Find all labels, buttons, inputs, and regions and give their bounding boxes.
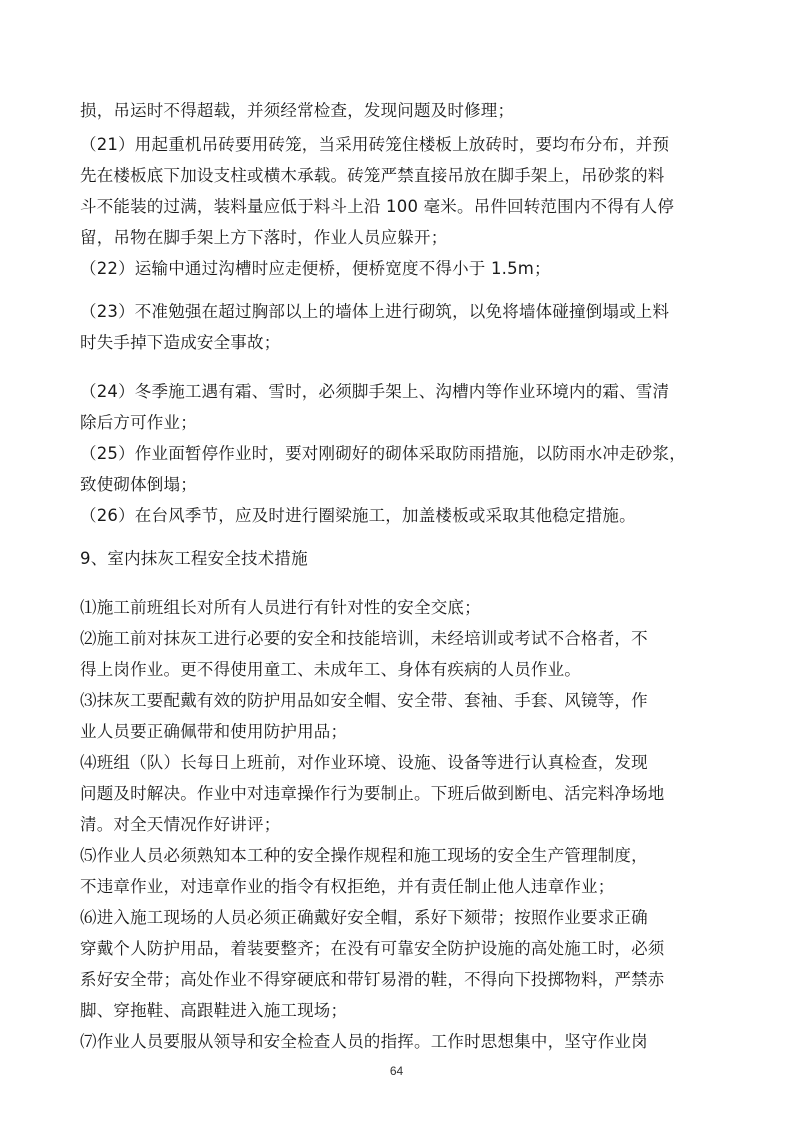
text-line: 除后方可作业； xyxy=(80,413,197,432)
text-line: （22）运输中通过沟槽时应走便桥，便桥宽度不得小于 1.5m； xyxy=(80,259,551,278)
text-line: ⑹进入施工现场的人员必须正确戴好安全帽，系好下颏带；按照作业要求正确 xyxy=(80,908,648,927)
text-line: 清。对全天情况作好讲评； xyxy=(80,815,281,834)
text-line: 致使砌体倒塌； xyxy=(80,475,197,494)
text-line: 脚、穿拖鞋、高跟鞋进入施工现场； xyxy=(80,1001,348,1020)
text-line: ⑺作业人员要服从领导和安全检查人员的指挥。工作时思想集中，坚守作业岗 xyxy=(80,1032,648,1051)
text-line: ⑶抹灰工要配戴有效的防护用品如安全帽、安全带、套袖、手套、风镜等，作 xyxy=(80,691,648,710)
text-line: 斗不能装的过满，装料量应低于料斗上沿 100 毫米。吊件回转范围内不得有人停 xyxy=(80,197,675,216)
text-line: ⑴施工前班组长对所有人员进行有针对性的安全交底； xyxy=(80,598,481,617)
text-line: 系好安全带；高处作业不得穿硬底和带钉易滑的鞋，不得向下投掷物料，严禁赤 xyxy=(80,970,665,989)
text-line: （23）不准勉强在超过胸部以上的墙体上进行砌筑，以免将墙体碰撞倒塌或上料 xyxy=(80,302,670,321)
text-line: 留，吊物在脚手架上方下落时，作业人员应躲开； xyxy=(80,228,448,247)
text-line: ⑷班组（队）长每日上班前，对作业环境、设施、设备等进行认真检查，发现 xyxy=(80,753,648,772)
text-line: （26）在台风季节，应及时进行圈梁施工，加盖楼板或采取其他稳定措施。 xyxy=(80,506,636,525)
text-line: ⑸作业人员必须熟知本工种的安全操作规程和施工现场的安全生产管理制度， xyxy=(80,846,648,865)
text-line: 先在楼板底下加设支柱或横木承载。砖笼严禁直接吊放在脚手架上，吊砂浆的料 xyxy=(80,166,665,185)
text-line: 穿戴个人防护用品，着装要整齐；在没有可靠安全防护设施的高处施工时，必须 xyxy=(80,939,665,958)
text-line: 不违章作业，对违章作业的指令有权拒绝，并有责任制止他人违章作业； xyxy=(80,877,615,896)
page-number: 64 xyxy=(389,1064,404,1078)
text-line: （25）作业面暂停作业时，要对刚砌好的砌体采取防雨措施，以防雨水冲走砂浆， xyxy=(80,444,686,463)
text-line: 时失手掉下造成安全事故； xyxy=(80,333,281,352)
text-line: 业人员要正确佩带和使用防护用品； xyxy=(80,722,348,741)
text-line: （21）用起重机吊砖要用砖笼，当采用砖笼住楼板上放砖时，要均布分布，并预 xyxy=(80,135,670,154)
text-line: ⑵施工前对抹灰工进行必要的安全和技能培训，未经培训或考试不合格者，不 xyxy=(80,629,648,648)
section-heading: 9、室内抹灰工程安全技术措施 xyxy=(80,549,308,568)
text-line: （24）冬季施工遇有霜、雪时，必须脚手架上、沟槽内等作业环境内的霜、雪清 xyxy=(80,382,670,401)
text-line: 得上岗作业。更不得使用童工、未成年工、身体有疾病的人员作业。 xyxy=(80,660,581,679)
text-line: 问题及时解决。作业中对违章操作行为要制止。下班后做到断电、活完料净场地 xyxy=(80,784,665,803)
text-line: 损，吊运时不得超载，并须经常检查，发现问题及时修理； xyxy=(80,101,515,120)
